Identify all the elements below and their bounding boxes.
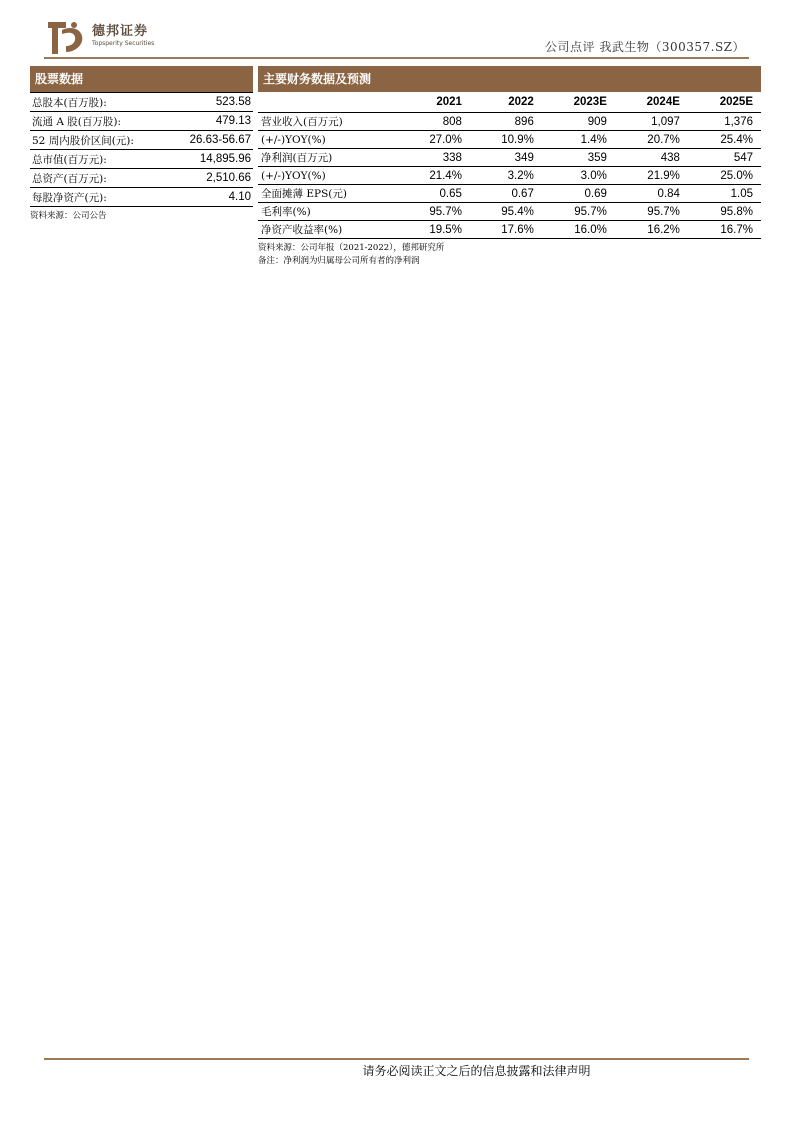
table-row: [30, 131, 253, 150]
table-cell: 808: [398, 113, 470, 131]
financials-title: 主要财务数据及预测: [258, 66, 761, 92]
table-cell: 909: [542, 113, 615, 131]
table-cell: 1,376: [688, 113, 761, 131]
table-cell: 17.6%: [470, 221, 542, 239]
row-label: 净资产收益率(%): [258, 221, 398, 239]
table-cell: 0.65: [398, 185, 470, 203]
table-cell: 1.05: [688, 185, 761, 203]
legal-disclaimer: 请务必阅读正文之后的信息披露和法律声明: [362, 1064, 591, 1078]
table-cell: 16.2%: [615, 221, 688, 239]
table-cell: 3.0%: [542, 167, 615, 185]
table-cell: 19.5%: [398, 221, 470, 239]
column-header: [258, 92, 398, 113]
row-label: (+/-)YOY(%): [258, 131, 398, 149]
table-row: [258, 185, 761, 203]
table-cell: 16.0%: [542, 221, 615, 239]
table-cell: 21.4%: [398, 167, 470, 185]
stock-value: 26.63-56.67: [168, 131, 253, 150]
table-row: [258, 149, 761, 167]
stock-value: 523.58: [168, 93, 253, 112]
row-label: 全面摊薄 EPS(元): [258, 185, 398, 203]
financials-remark: 备注：净利润为归属母公司所有者的净利润: [258, 256, 420, 266]
stock-data-title: 股票数据: [30, 66, 253, 92]
row-label: 毛利率(%): [258, 203, 398, 221]
table-cell: 1.4%: [542, 131, 615, 149]
table-cell: 95.7%: [615, 203, 688, 221]
table-cell: 359: [542, 149, 615, 167]
table-row: [30, 93, 253, 112]
table-cell: 16.7%: [688, 221, 761, 239]
column-header: 2024E: [615, 92, 688, 113]
table-row: [30, 188, 253, 207]
table-cell: 95.8%: [688, 203, 761, 221]
stock-label: 总市值(百万元):: [30, 150, 168, 169]
stock-value: 4.10: [168, 188, 253, 207]
stock-data-panel: [30, 66, 253, 223]
report-header-title: 公司点评 我武生物（300357.SZ）: [545, 40, 745, 54]
table-row: [30, 112, 253, 131]
stock-label: 总资产(百万元):: [30, 169, 168, 188]
table-cell: 95.7%: [542, 203, 615, 221]
table-cell: 349: [470, 149, 542, 167]
stock-label: 总股本(百万股):: [30, 93, 168, 112]
row-label: 净利润(百万元): [258, 149, 398, 167]
financials-source-note: [258, 242, 761, 268]
table-cell: 0.67: [470, 185, 542, 203]
table-cell: 25.4%: [688, 131, 761, 149]
table-cell: 27.0%: [398, 131, 470, 149]
table-row: [258, 167, 761, 185]
financials-panel: [258, 66, 761, 268]
stock-data-source: 资料来源：公司公告: [30, 211, 107, 221]
column-header: 2022: [470, 92, 542, 113]
table-row: [30, 169, 253, 188]
table-cell: 21.9%: [615, 167, 688, 185]
table-cell: 20.7%: [615, 131, 688, 149]
financials-source: 资料来源：公司年报（2021-2022），德邦研究所: [258, 243, 445, 253]
financials-table: [258, 92, 761, 239]
table-cell: 95.7%: [398, 203, 470, 221]
table-row: [258, 131, 761, 149]
column-header: 2023E: [542, 92, 615, 113]
table-row: [258, 221, 761, 239]
table-header-row: [258, 92, 761, 113]
table-cell: 10.9%: [470, 131, 542, 149]
column-header: 2025E: [688, 92, 761, 113]
row-label: 营业收入(百万元): [258, 113, 398, 131]
table-row: [30, 150, 253, 169]
stock-value: 14,895.96: [168, 150, 253, 169]
stock-label: 每股净资产(元):: [30, 188, 168, 207]
table-cell: 438: [615, 149, 688, 167]
stock-value: 479.13: [168, 112, 253, 131]
table-row: [258, 113, 761, 131]
table-row: [258, 203, 761, 221]
table-cell: 0.84: [615, 185, 688, 203]
logo-cn-text: 德邦证券: [92, 24, 149, 39]
table-cell: 896: [470, 113, 542, 131]
header-divider: [44, 57, 749, 59]
stock-value: 2,510.66: [168, 169, 253, 188]
row-label: (+/-)YOY(%): [258, 167, 398, 185]
table-cell: 3.2%: [470, 167, 542, 185]
table-cell: 338: [398, 149, 470, 167]
company-logo: [44, 16, 174, 58]
table-cell: 95.4%: [470, 203, 542, 221]
column-header: 2021: [398, 92, 470, 113]
table-cell: 547: [688, 149, 761, 167]
stock-label: 流通 A 股(百万股):: [30, 112, 168, 131]
stock-data-table: [30, 92, 253, 207]
table-cell: 1,097: [615, 113, 688, 131]
logo-mark-icon: [44, 16, 86, 58]
table-cell: 25.0%: [688, 167, 761, 185]
footer-divider: [44, 1058, 749, 1060]
logo-en-text: Topsperity Securities: [92, 40, 155, 47]
table-cell: 0.69: [542, 185, 615, 203]
stock-label: 52 周内股价区间(元):: [30, 131, 168, 150]
